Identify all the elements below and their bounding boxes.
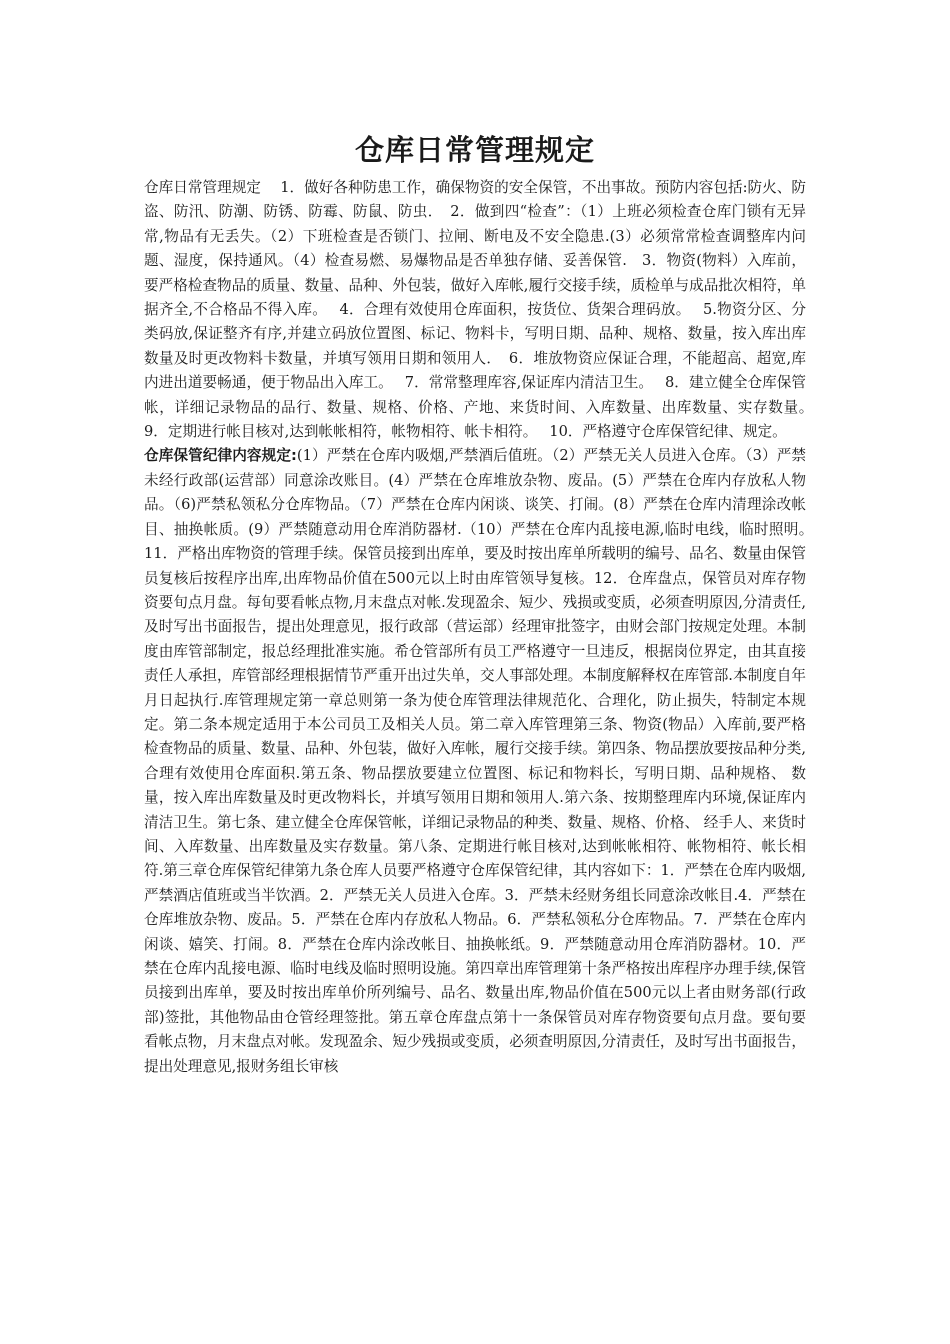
paragraph-discipline [144,444,826,1079]
document-body [144,176,826,1079]
paragraph-discipline-text: (1）严禁在仓库内吸烟,严禁酒后值班。（2）严禁无关人员进入仓库。（3）严禁未经行政部(运营部）同意涂改账目。(4）严禁在仓库堆放杂物、废品。(5）严禁在仓库内存放私人物品。（6)严禁私领私分仓库物品。（7）严禁在仓库内闲谈、谈笑、打闹。(8）严禁在仓库内清理涂改帐目、抽换帐质。(9）严禁随意动用仓库消防器材.（10）严禁在仓库内乱接电源,临时电线，临时照明。 11．严格出库物资的管理手续。保管员接到出库单，要及时按出库单所载明的编号、品名、数量由保管员复核后按程序出库,出库物品价值在500元以上时由库管领导复核。12．仓库盘点，保管员对库存物资要旬点月盘。每旬要看帐点物,月末盘点对帐.发现盈余、短少、残损或变质，必须查明原因,分清责任,及时写出书面报告，提出处理意见，报行政部（营运部）经理审批签字，由财会部门按规定处理。本制度由库管部制定，报总经理批准实施。希仓管部所有员工严格遵守一旦违反，根据岗位界定，由其直接责任人承担，库管部经理根据情节严重开出过失单，交人事部处理。本制度解释权在库管部.本制度自年月日起执行.库管理规定第一章总则第一条为使仓库管理法律规范化、合理化，防止损失，特制定本规定。第二条本规定适用于本公司员工及相关人员。第二章入库管理第三条、物资(物品）入库前,要严格检查物品的质量、数量、品种、外包装，做好入库帐，履行交接手续。第四条、物品摆放要按品种分类,合理有效使用仓库面积.第五条、物品摆放要建立位置图、标记和物料长，写明日期、品种规格、 数量，按入库出库数量及时更改物料长，并填写领用日期和领用人.第六条、按期整理库内环境,保证库内清洁卫生。第七条、建立健全仓库保管帐，详细记录物品的种类、数量、规格、价格、 经手人、来货时间、入库数量、出库数量及实存数量。第八条、定期进行帐目核对,达到帐帐相符、帐物相符、帐长相符.第三章仓库保管纪律第九条仓库人员要严格遵守仓库保管纪律，其内容如下：1．严禁在仓库内吸烟,严禁酒店值班或当半饮酒。2．严禁无关人员进入仓库。3．严禁未经财务组长同意涂改帐目.4．严禁在仓库堆放杂物、废品。5．严禁在仓库内存放私人物品。6．严禁私领私分仓库物品。7．严禁在仓库内闲谈、嬉笑、打闹。8．严禁在仓库内涂改帐目、抽换帐纸。9．严禁随意动用仓库消防器材。10．严禁在仓库内乱接电源、临时电线及临时照明设施。第四章出库管理第十条严格按出库程序办理手续,保管员接到出库单，要及时按出库单价所列编号、品名、数量出库,物品价值在500元以上者由财务部(行政部)签批，其他物品由仓管经理签批。第五章仓库盘点第十一条保管员对库存物资要旬点月盘。要旬要看帐点物，月末盘点对帐。发现盈余、短少残损或变质，必须查明原因,分清责任，及时写出书面报告，提出处理意见,报财务组长审核 [144,447,826,1075]
paragraph-daily-rules: 仓库日常管理规定 1．做好各种防患工作，确保物资的安全保管，不出事故。预防内容包括:防火、防盗、防汛、防潮、防锈、防霉、防鼠、防虫． 2．做到四“检查”：（1）上班必须检查仓库门锁有无异常,物品有无丢失。（2）下班检查是否锁门、拉闸、断电及不安全隐患.(3）必须常常检查调整库内问题、湿度，保持通风。（4）检查易燃、易爆物品是否单独存储、妥善保管. 3．物资(物料）入库前，要严格检查物品的质量、数量、品种、外包装，做好入库帐,履行交接手续，质检单与成品批次相符，单据齐全,不合格品不得入库。 4．合理有效使用仓库面积，按货位、货架合理码放。 5.物资分区、分类码放,保证整齐有序,并建立码放位置图、标记、物料卡，写明日期、品种、规格、数量，按入库出库数量及时更改物料卡数量，并填写领用日期和领用人． 6．堆放物资应保证合理，不能超高、超宽,库内进出道要畅通，便于物品出入库工。 7．常常整理库容,保证库内清洁卫生。 8．建立健全仓库保管帐，详细记录物品的品行、数量、规格、价格、产地、来货时间、入库数量、出库数量、实存数量。 9．定期进行帐目核对,达到帐帐相符，帐物相符、帐卡相符。 10．严格遵守仓库保管纪律、规定。 [144,179,826,441]
document-title: 仓库日常管理规定 [354,133,595,167]
paragraph-lead-heading: 仓库保管纪律内容规定: [144,447,297,465]
